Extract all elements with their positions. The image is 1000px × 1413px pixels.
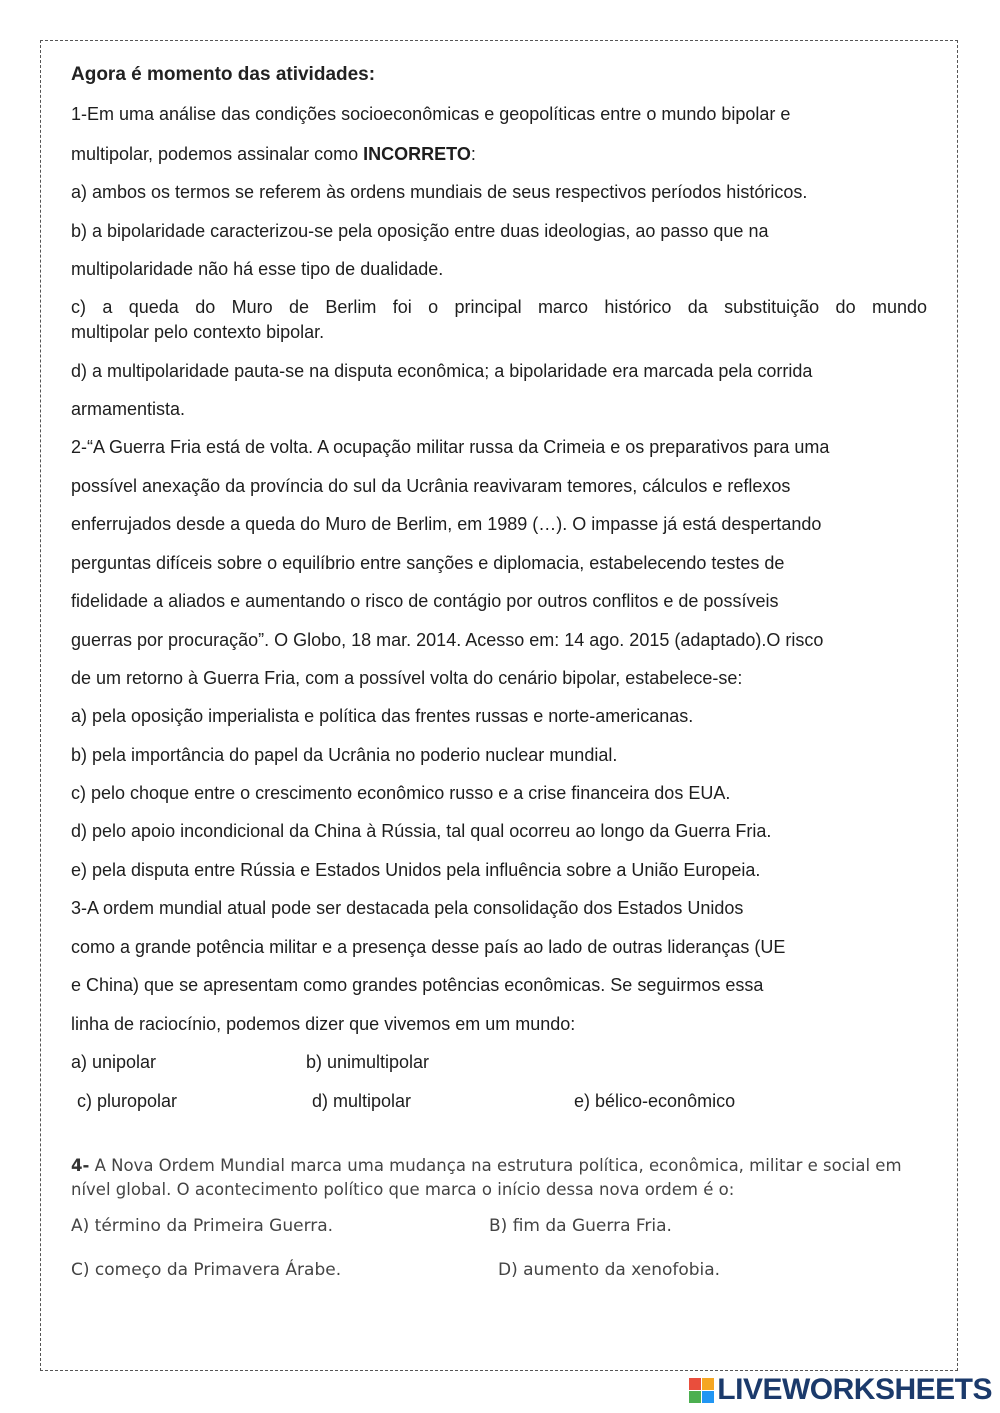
q1-emphasis: INCORRETO bbox=[363, 144, 471, 164]
logo-square bbox=[702, 1391, 714, 1403]
q3-option-e: e) bélico-econômico bbox=[574, 1091, 736, 1111]
q4-option-d: D) aumento da xenofobia. bbox=[498, 1260, 721, 1280]
liveworksheets-logo bbox=[689, 1373, 992, 1407]
q3-text-line: e China) que se apresentam como grandes potências econômicas. Se seguirmos essa bbox=[71, 975, 764, 995]
q1-option-c-line2: multipolar pelo contexto bipolar. bbox=[71, 322, 325, 342]
q4-option-a: A) término da Primeira Guerra. bbox=[71, 1216, 334, 1236]
q2-option-c: c) pelo choque entre o crescimento econômico russo e a crise financeira dos EUA. bbox=[71, 783, 731, 803]
q1-stem-line1: 1-Em uma análise das condições socioeconômicas e geopolíticas entre o mundo bipolar e bbox=[71, 104, 791, 124]
q2-option-d: d) pelo apoio incondicional da China à Rússia, tal qual ocorreu ao longo da Guerra Fria. bbox=[71, 821, 772, 841]
q3-text-line: como a grande potência militar e a presença desse país ao lado de outras lideranças (UE bbox=[71, 937, 786, 957]
q2-text-line: fidelidade a aliados e aumentando o risco de contágio por outros conflitos e de possíveis bbox=[71, 591, 779, 611]
q3-option-b: b) unimultipolar bbox=[306, 1052, 430, 1072]
q3-option-a: a) unipolar bbox=[71, 1052, 157, 1072]
q1-option-b-line2: multipolaridade não há esse tipo de dualidade. bbox=[71, 259, 444, 279]
q3-text-line: linha de raciocínio, podemos dizer que vivemos em um mundo: bbox=[71, 1014, 576, 1034]
q4-option-c: C) começo da Primavera Árabe. bbox=[71, 1260, 342, 1280]
q1-option-a: a) ambos os termos se referem às ordens mundiais de seus respectivos períodos históricos. bbox=[71, 182, 808, 202]
logo-square bbox=[689, 1391, 701, 1403]
q1-option-d-line2: armamentista. bbox=[71, 399, 186, 419]
page-title: Agora é momento das atividades: bbox=[71, 64, 376, 85]
q2-text-line: perguntas difíceis sobre o equilíbrio entre sanções e diplomacia, estabelecendo testes de bbox=[71, 553, 785, 573]
q1-option-b-line1: b) a bipolaridade caracterizou-se pela oposição entre duas ideologias, ao passo que na bbox=[71, 221, 769, 241]
q4-stem: 4- A Nova Ordem Mundial marca uma mudança na estrutura política, econômica, militar e social em nível global. O acontecimento político que marca o início dessa nova ordem é o: bbox=[71, 1156, 902, 1199]
q2-text-line: de um retorno à Guerra Fria, com a possível volta do cenário bipolar, estabelece-se: bbox=[71, 668, 743, 688]
q4-option-b: B) fim da Guerra Fria. bbox=[489, 1216, 672, 1236]
q3-option-c: c) pluropolar bbox=[77, 1091, 178, 1111]
logo-mark-icon bbox=[689, 1378, 714, 1403]
q3-text-line: 3-A ordem mundial atual pode ser destacada pela consolidação dos Estados Unidos bbox=[71, 898, 744, 918]
q4-number: 4- bbox=[71, 1156, 90, 1175]
q2-text-line: guerras por procuração”. O Globo, 18 mar. 2014. Acesso em: 14 ago. 2015 (adaptado).O risco bbox=[71, 630, 824, 650]
q2-option-b: b) pela importância do papel da Ucrânia no poderio nuclear mundial. bbox=[71, 745, 618, 765]
q2-option-e: e) pela disputa entre Rússia e Estados Unidos pela influência sobre a União Europeia. bbox=[71, 860, 761, 880]
q2-option-a: a) pela oposição imperialista e política das frentes russas e norte-americanas. bbox=[71, 706, 694, 726]
logo-square bbox=[702, 1378, 714, 1390]
q2-text-line: enferrujados desde a queda do Muro de Berlim, em 1989 (…). O impasse já está despertando bbox=[71, 514, 822, 534]
q3-option-d: d) multipolar bbox=[312, 1091, 412, 1111]
q2-text-line: possível anexação da província do sul da Ucrânia reavivaram temores, cálculos e reflexos bbox=[71, 476, 791, 496]
logo-square bbox=[689, 1378, 701, 1390]
q1-stem-line2: multipolar, podemos assinalar como INCORRETO: bbox=[71, 144, 476, 164]
q1-option-d-line1: d) a multipolaridade pauta-se na disputa econômica; a bipolaridade era marcada pela corrida bbox=[71, 361, 813, 381]
logo-text: LIVEWORKSHEETS bbox=[717, 1373, 992, 1406]
q1-option-c-line1: c) a queda do Muro de Berlim foi o principal marco histórico da substituição do mundo bbox=[71, 297, 927, 317]
q2-text-line: 2-“A Guerra Fria está de volta. A ocupação militar russa da Crimeia e os preparativos para uma bbox=[71, 437, 830, 457]
